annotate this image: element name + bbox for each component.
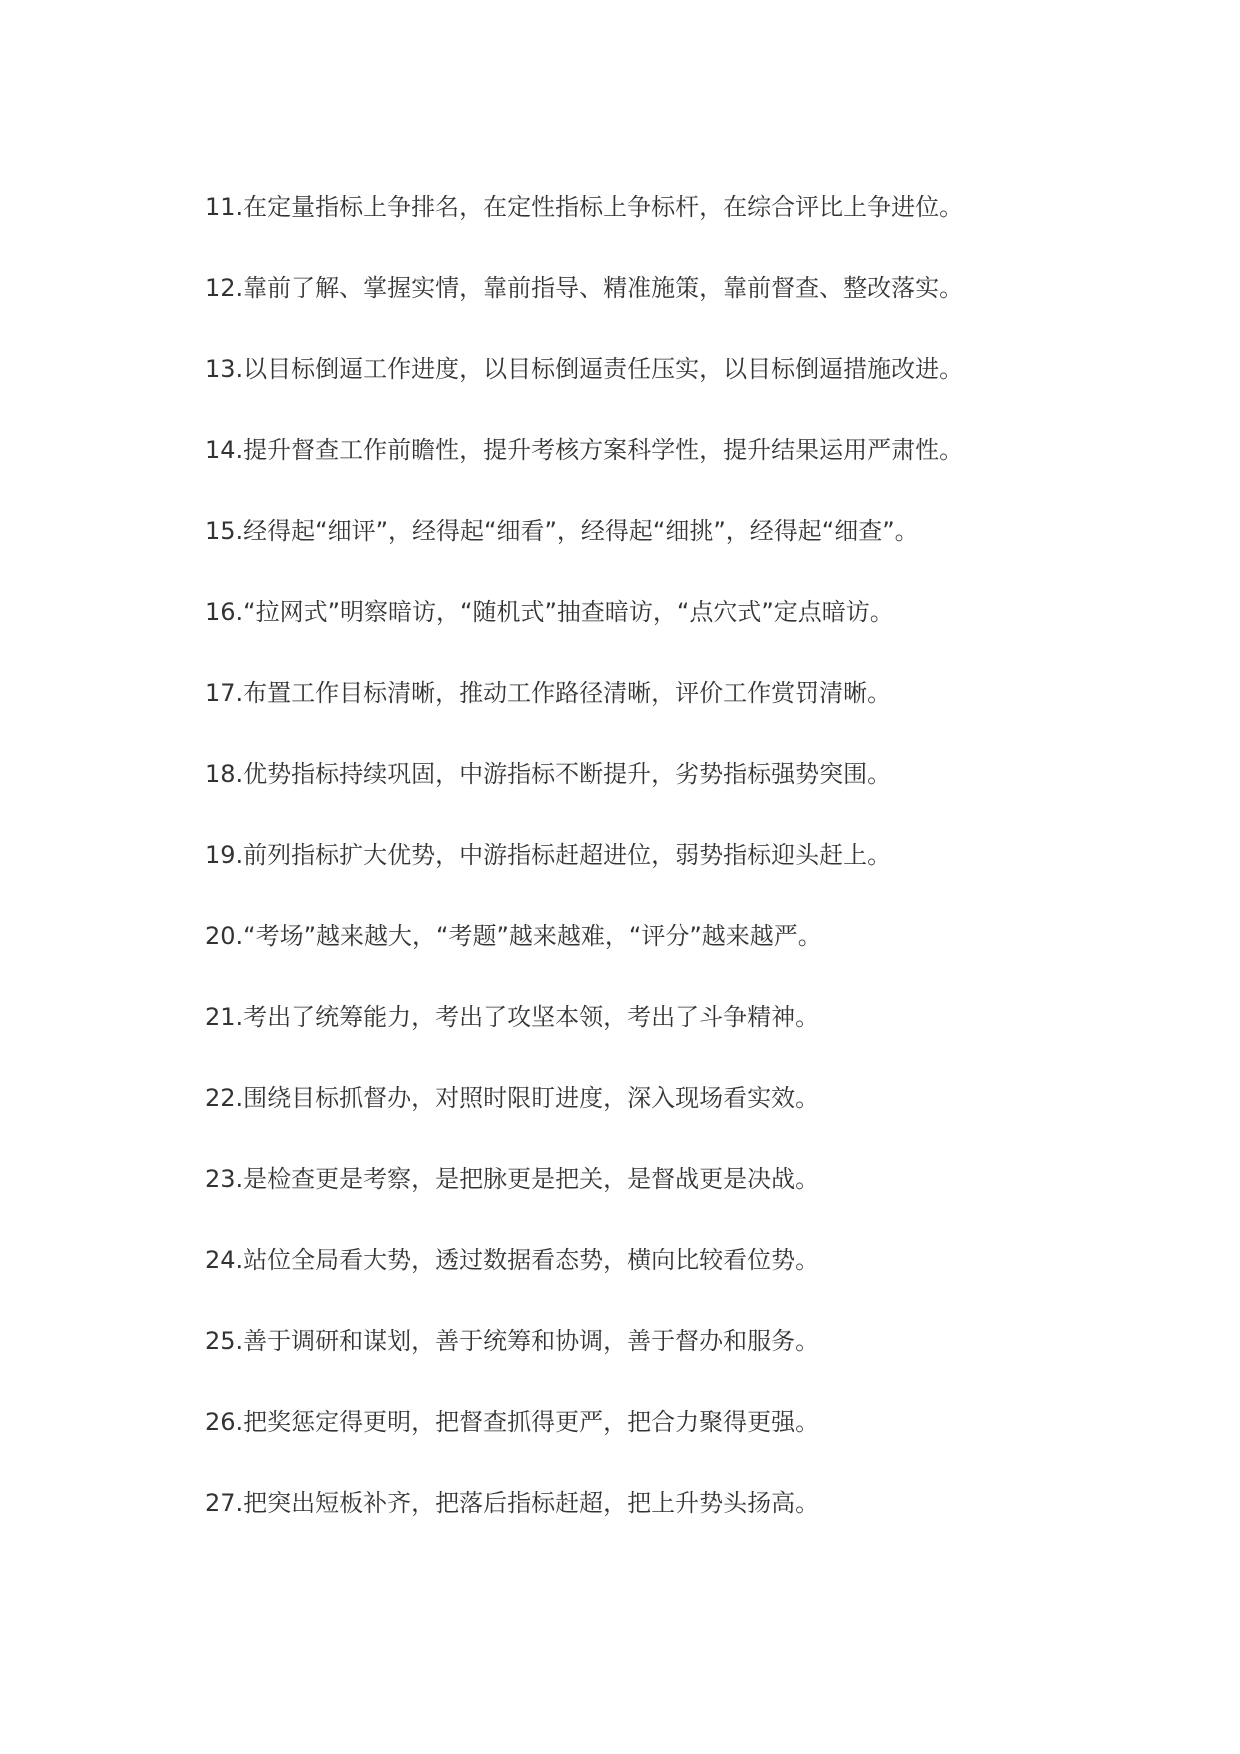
list-item: 13.以目标倒逼工作进度，以目标倒逼责任压实，以目标倒逼措施改进。 xyxy=(205,355,964,383)
list-item: 24.站位全局看大势，透过数据看态势，横向比较看位势。 xyxy=(205,1246,820,1274)
document-body xyxy=(205,190,1105,1567)
list-item: 26.把奖惩定得更明，把督查抓得更严，把合力聚得更强。 xyxy=(205,1408,820,1436)
list-item: 22.围绕目标抓督办，对照时限盯进度，深入现场看实效。 xyxy=(205,1084,820,1112)
list-item: 23.是检查更是考察，是把脉更是把关，是督战更是决战。 xyxy=(205,1165,820,1193)
list-item: 18.优势指标持续巩固，中游指标不断提升，劣势指标强势突围。 xyxy=(205,760,892,788)
list-item: 15.经得起“细评”，经得起“细看”，经得起“细挑”，经得起“细查”。 xyxy=(205,517,919,545)
list-item: 17.布置工作目标清晰，推动工作路径清晰，评价工作赏罚清晰。 xyxy=(205,679,892,707)
list-item: 27.把突出短板补齐，把落后指标赶超，把上升势头扬高。 xyxy=(205,1489,820,1517)
list-item: 25.善于调研和谋划，善于统筹和协调，善于督办和服务。 xyxy=(205,1327,820,1355)
list-item: 12.靠前了解、掌握实情，靠前指导、精准施策，靠前督查、整改落实。 xyxy=(205,274,964,302)
list-item: 21.考出了统筹能力，考出了攻坚本领，考出了斗争精神。 xyxy=(205,1003,820,1031)
list-item: 11.在定量指标上争排名，在定性指标上争标杆，在综合评比上争进位。 xyxy=(205,193,964,221)
list-item: 14.提升督查工作前瞻性，提升考核方案科学性，提升结果运用严肃性。 xyxy=(205,436,964,464)
list-item: 19.前列指标扩大优势，中游指标赶超进位，弱势指标迎头赶上。 xyxy=(205,841,892,869)
list-item: 16.“拉网式”明察暗访，“随机式”抽查暗访，“点穴式”定点暗访。 xyxy=(205,598,894,626)
list-item: 20.“考场”越来越大，“考题”越来越难，“评分”越来越严。 xyxy=(205,922,822,950)
